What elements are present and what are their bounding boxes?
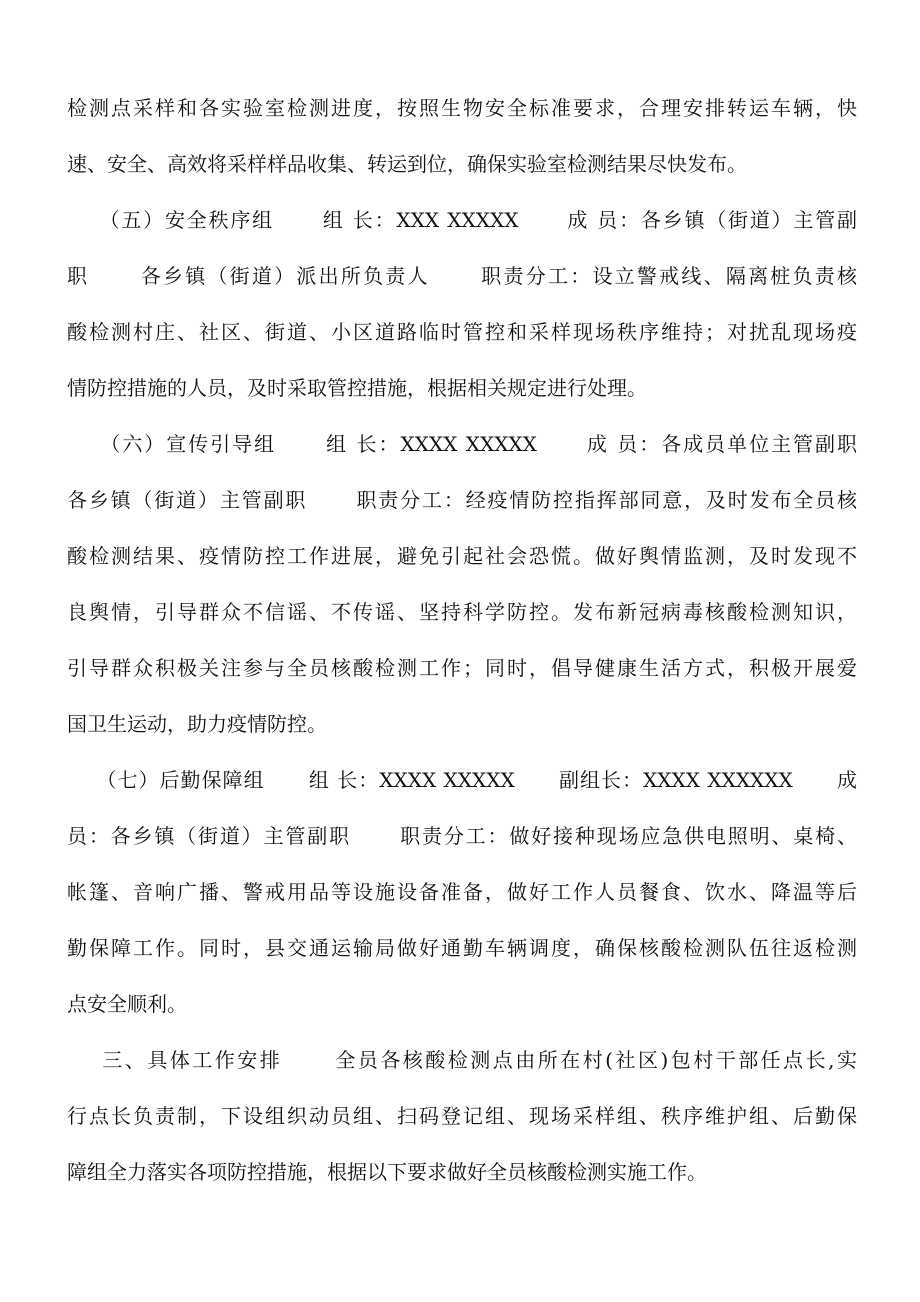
text-line: 勤保障工作。同时，县交通运输局做好通勤车辆调度，确保核酸检测队伍往返检测: [67, 936, 857, 960]
text-line: （五）安全秩序组 组 长：XXX XXXXX 成 员：各乡镇（街道）主管副: [67, 208, 857, 232]
text-line: 职 各乡镇（街道）派出所负责人 职责分工：设立警戒线、隔离桩负责核: [67, 264, 857, 288]
text-line: 引导群众积极关注参与全员核酸检测工作；同时，倡导健康生活方式，积极开展爱: [67, 656, 857, 680]
text-line: （六）宣传引导组 组 长：XXXX XXXXX 成 员：各成员单位主管副职: [67, 432, 857, 456]
text-line: 三、具体工作安排 全员各核酸检测点由所在村(社区)包村干部任点长,实: [67, 1048, 857, 1072]
text-line: 情防控措施的人员，及时采取管控措施，根据相关规定进行处理。: [67, 376, 647, 400]
text-line: 员：各乡镇（街道）主管副职 职责分工：做好接种现场应急供电照明、桌椅、: [67, 824, 857, 848]
text-line: 各乡镇（街道）主管副职 职责分工：经疫情防控指挥部同意，及时发布全员核: [67, 488, 857, 512]
text-line: 行点长负责制，下设组织动员组、扫码登记组、现场采样组、秩序维护组、后勤保: [67, 1104, 857, 1128]
text-line: 酸检测结果、疫情防控工作进展，避免引起社会恐慌。做好舆情监测，及时发现不: [67, 544, 857, 568]
text-line: （七）后勤保障组 组 长：XXXX XXXXX 副组长：XXXX XXXXXX 成: [67, 768, 857, 792]
text-line: 酸检测村庄、社区、街道、小区道路临时管控和采样现场秩序维持；对扰乱现场疫: [67, 320, 857, 344]
text-line: 检测点采样和各实验室检测进度，按照生物安全标准要求，合理安排转运车辆，快: [67, 96, 857, 120]
text-line: 速、安全、高效将采样样品收集、转运到位，确保实验室检测结果尽快发布。: [67, 152, 747, 176]
text-line: 国卫生运动，助力疫情防控。: [67, 712, 327, 736]
text-line: 点安全顺利。: [67, 992, 187, 1016]
text-line: 良舆情，引导群众不信谣、不传谣、坚持科学防控。发布新冠病毒核酸检测知识，: [67, 600, 857, 624]
text-line: 帐篷、音响广播、警戒用品等设施设备准备，做好工作人员餐食、饮水、降温等后: [67, 880, 857, 904]
text-line: 障组全力落实各项防控措施，根据以下要求做好全员核酸检测实施工作。: [67, 1160, 707, 1184]
